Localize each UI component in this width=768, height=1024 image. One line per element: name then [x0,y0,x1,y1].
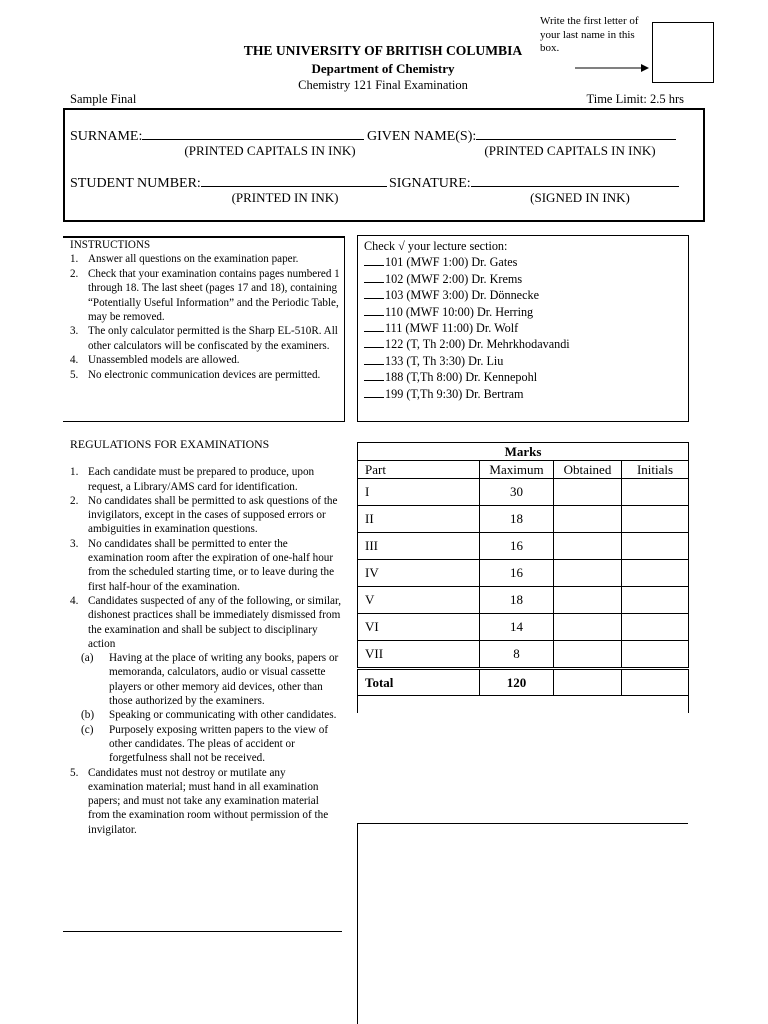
obtained-cell[interactable] [554,614,622,641]
student-number-field[interactable] [201,173,387,187]
box-note: Write the first letter of your last name in this box. [540,15,639,54]
signature-hint: (SIGNED IN INK) [530,190,630,205]
table-row: VI 14 [358,614,689,641]
time-limit: Time Limit: 2.5 hrs [586,92,684,106]
obtained-cell[interactable] [554,533,622,560]
list-item: 1. Each candidate must be prepared to produce, upon request, a Library/AMS card for identification. [70,466,315,493]
total-label: Total [358,669,480,696]
marks-title: Marks [358,443,689,461]
divider [688,695,689,713]
table-row: IV 16 [358,560,689,587]
list-subitem: (b) Speaking or communicating with other candidates. [81,709,337,722]
checkbox-blank[interactable] [364,305,384,316]
list-item: 4. Candidates suspected of any of the following, or similar, dishonest practices shall be immediately dismissed from the examination and shall be subject to disciplinary action [70,594,342,650]
column-header: Part [358,461,480,479]
lecture-section-box [357,235,689,422]
list-subitem: (c) Purposely exposing written papers to the view of other candidates. The pleas of accident or forgetfulness shall not be received. [81,723,329,765]
total-max: 120 [480,669,554,696]
signature-field[interactable] [471,173,679,187]
lecture-title: Check √ your lecture section: [364,239,508,253]
lecture-option[interactable]: 110 (MWF 10:00) Dr. Herring [364,304,688,320]
table-row: II 18 [358,506,689,533]
checkbox-blank[interactable] [364,337,384,348]
divider [63,931,342,932]
sample-label: Sample Final [70,92,137,106]
instructions-title: INSTRUCTIONS [70,239,151,251]
department-name: Department of Chemistry [311,61,455,76]
table-row: I 30 [358,479,689,506]
column-header: Initials [622,461,689,479]
given-name-hint: (PRINTED CAPITALS IN INK) [484,143,656,158]
total-obtained-cell[interactable] [554,669,622,696]
given-name-field[interactable] [476,126,676,140]
lecture-option[interactable]: 111 (MWF 11:00) Dr. Wolf [364,320,688,336]
total-initials-cell[interactable] [622,669,689,696]
regulations-section [63,437,343,837]
checkbox-blank[interactable] [364,288,384,299]
divider [357,823,358,1024]
lecture-option[interactable]: 102 (MWF 2:00) Dr. Krems [364,271,688,287]
checkbox-blank[interactable] [364,387,384,398]
initials-cell[interactable] [622,614,689,641]
checkbox-blank[interactable] [364,354,384,365]
initials-cell[interactable] [622,506,689,533]
checkbox-blank[interactable] [364,321,384,332]
university-name: THE UNIVERSITY OF BRITISH COLUMBIA [243,43,523,58]
column-header: Obtained [554,461,622,479]
student-info-box [63,108,705,222]
obtained-cell[interactable] [554,506,622,533]
divider [357,823,688,824]
initials-cell[interactable] [622,479,689,506]
lecture-option[interactable]: 103 (MWF 3:00) Dr. Dönnecke [364,287,688,303]
list-item: 2. Check that your examination contains pages numbered 1 through 18. The last sheet (pages 17 and 18), containing “Potentially Useful Information” and the Periodic Table, may be removed. [70,267,340,324]
list-item: 5. Candidates must not destroy or mutilate any examination material; must hand in all examination papers; and must not take any examination material from the examination room without permission of the invigilator. [70,766,329,836]
checkbox-blank[interactable] [364,272,384,283]
list-subitem: (a) Having at the place of writing any books, papers or memoranda, calculators, audio or visual cassette players or other memory aid devices, other than those authorized by the examiners. [81,652,339,708]
student-number-hint: (PRINTED IN INK) [231,190,339,205]
signature-label: SIGNATURE: [389,173,679,192]
list-item: 1. Answer all questions on the examination paper. [70,253,299,266]
checkbox-blank[interactable] [364,255,384,266]
surname-hint: (PRINTED CAPITALS IN INK) [184,143,356,158]
divider [357,695,358,713]
lecture-option[interactable]: 122 (T, Th 2:00) Dr. Mehrkhodavandi [364,336,688,352]
arrow-right-icon [575,63,649,73]
regulations-title: REGULATIONS FOR EXAMINATIONS [70,437,270,451]
lecture-option[interactable]: 101 (MWF 1:00) Dr. Gates [364,254,688,270]
initials-cell[interactable] [622,560,689,587]
list-item: 3. No candidates shall be permitted to enter the examination room after the expiration of one-half hour from the scheduled starting time, or to leave during the first half-hour of the examination. [70,537,335,593]
last-initial-box[interactable] [652,22,714,83]
instructions-box [63,236,345,422]
marks-table [357,442,689,696]
student-number-label: STUDENT NUMBER: [70,173,387,192]
table-row: III 16 [358,533,689,560]
table-row: VII 8 [358,641,689,669]
lecture-option[interactable]: 188 (T,Th 8:00) Dr. Kennepohl [364,369,688,385]
list-item: 4. Unassembled models are allowed. [70,354,240,367]
list-item: 5. No electronic communication devices are permitted. [70,368,321,381]
initials-cell[interactable] [622,587,689,614]
initials-cell[interactable] [622,533,689,560]
obtained-cell[interactable] [554,587,622,614]
total-row [358,669,689,696]
lecture-option[interactable]: 199 (T,Th 9:30) Dr. Bertram [364,386,688,402]
obtained-cell[interactable] [554,560,622,587]
lecture-option[interactable]: 133 (T, Th 3:30) Dr. Liu [364,353,688,369]
table-row: V 18 [358,587,689,614]
surname-label: SURNAME: [70,126,364,145]
column-header: Maximum [480,461,554,479]
checkbox-blank[interactable] [364,370,384,381]
surname-field[interactable] [142,126,364,140]
obtained-cell[interactable] [554,641,622,669]
obtained-cell[interactable] [554,479,622,506]
list-item: 3. The only calculator permitted is the Sharp EL-510R. All other calculators will be confiscated by the examiners. [70,325,338,352]
exam-title: Chemistry 121 Final Examination [298,78,468,92]
given-name-label: GIVEN NAME(S): [367,126,676,145]
instructions-list [63,252,344,382]
initials-cell[interactable] [622,641,689,669]
list-item: 2. No candidates shall be permitted to ask questions of the invigilators, except in the cases of supposed errors or ambiguities in examination questions. [70,494,338,536]
